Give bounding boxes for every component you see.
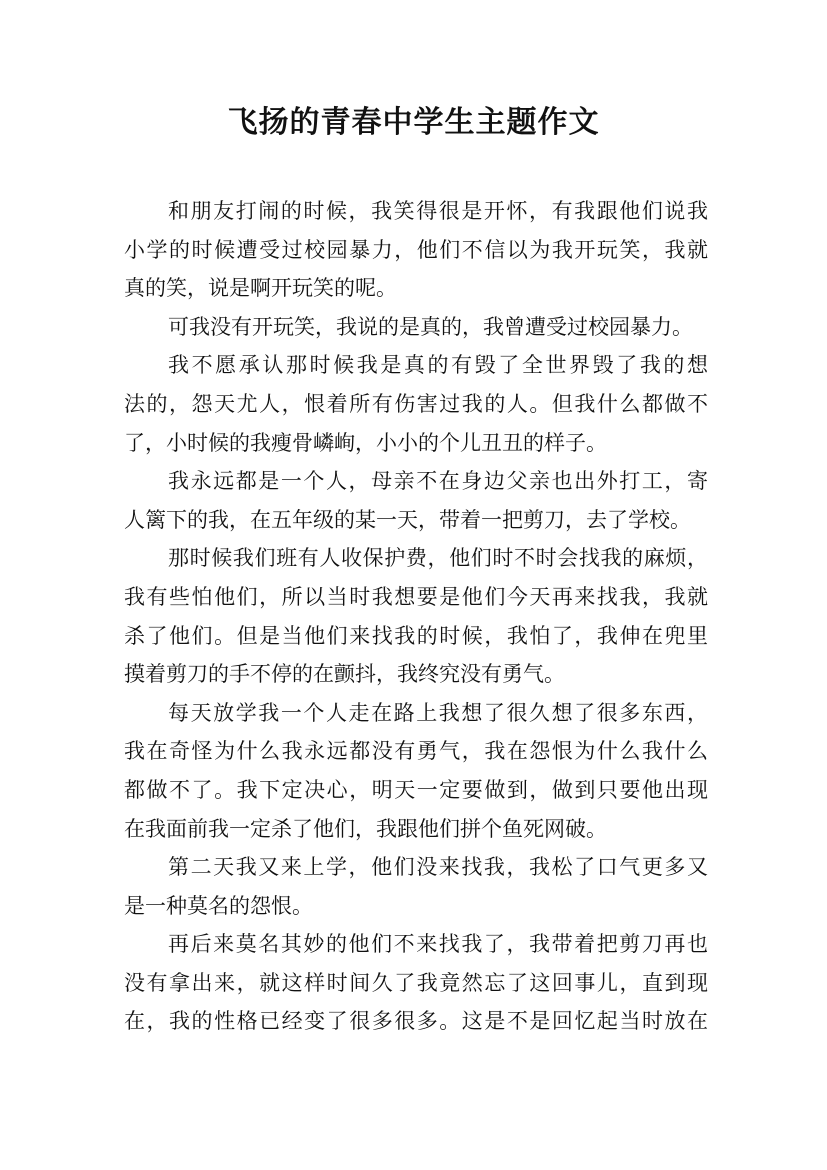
text-line: 在我面前我一定杀了他们，我跟他们拼个鱼死网破。 xyxy=(124,816,607,841)
text-line: 是一种莫名的怨恨。 xyxy=(124,893,313,918)
text-line: 杀了他们。但是当他们来找我的时候，我怕了，我伸在兜里 xyxy=(124,623,708,648)
text-line: 没有拿出来，就这样时间久了我竟然忘了这回事儿，直到现 xyxy=(124,970,708,995)
text-line: 我不愿承认那时候我是真的有毁了全世界毁了我的想 xyxy=(168,353,708,378)
text-line: 可我没有开玩笑，我说的是真的，我曾遭受过校园暴力。 xyxy=(168,314,693,339)
text-line: 都做不了。我下定决心，明天一定要做到，做到只要他出现 xyxy=(124,777,708,802)
text-line: 我永远都是一个人，母亲不在身边父亲也出外打工，寄 xyxy=(168,469,708,494)
text-line: 再后来莫名其妙的他们不来找我了，我带着把剪刀再也 xyxy=(168,932,708,957)
document-title: 飞扬的青春中学生主题作文 xyxy=(227,105,600,140)
text-line: 了，小时候的我瘦骨嶙峋，小小的个儿丑丑的样子。 xyxy=(124,430,607,455)
text-line: 在，我的性格已经变了很多很多。这是不是回忆起当时放在 xyxy=(124,1009,708,1034)
text-line: 我有些怕他们，所以当时我想要是他们今天再来找我，我就 xyxy=(124,584,708,609)
text-line: 我在奇怪为什么我永远都没有勇气，我在怨恨为什么我什么 xyxy=(124,739,708,764)
text-line: 人篱下的我，在五年级的某一天，带着一把剪刀，去了学校。 xyxy=(124,507,691,532)
text-line: 小学的时候遭受过校园暴力，他们不信以为我开玩笑，我就 xyxy=(124,237,708,262)
text-line: 每天放学我一个人走在路上我想了很久想了很多东西， xyxy=(168,700,708,725)
text-line: 那时候我们班有人收保护费，他们时不时会找我的麻烦， xyxy=(168,546,708,571)
text-line: 法的，怨天尤人，恨着所有伤害过我的人。但我什么都做不 xyxy=(124,391,708,416)
text-line: 和朋友打闹的时候，我笑得很是开怀，有我跟他们说我 xyxy=(168,199,708,223)
document-body xyxy=(124,192,708,1041)
text-line: 摸着剪刀的手不停的在颤抖，我终究没有勇气。 xyxy=(124,662,565,687)
text-line: 第二天我又来上学，他们没来找我，我松了口气更多又 xyxy=(168,855,708,880)
text-line: 真的笑，说是啊开玩笑的呢。 xyxy=(124,276,397,301)
